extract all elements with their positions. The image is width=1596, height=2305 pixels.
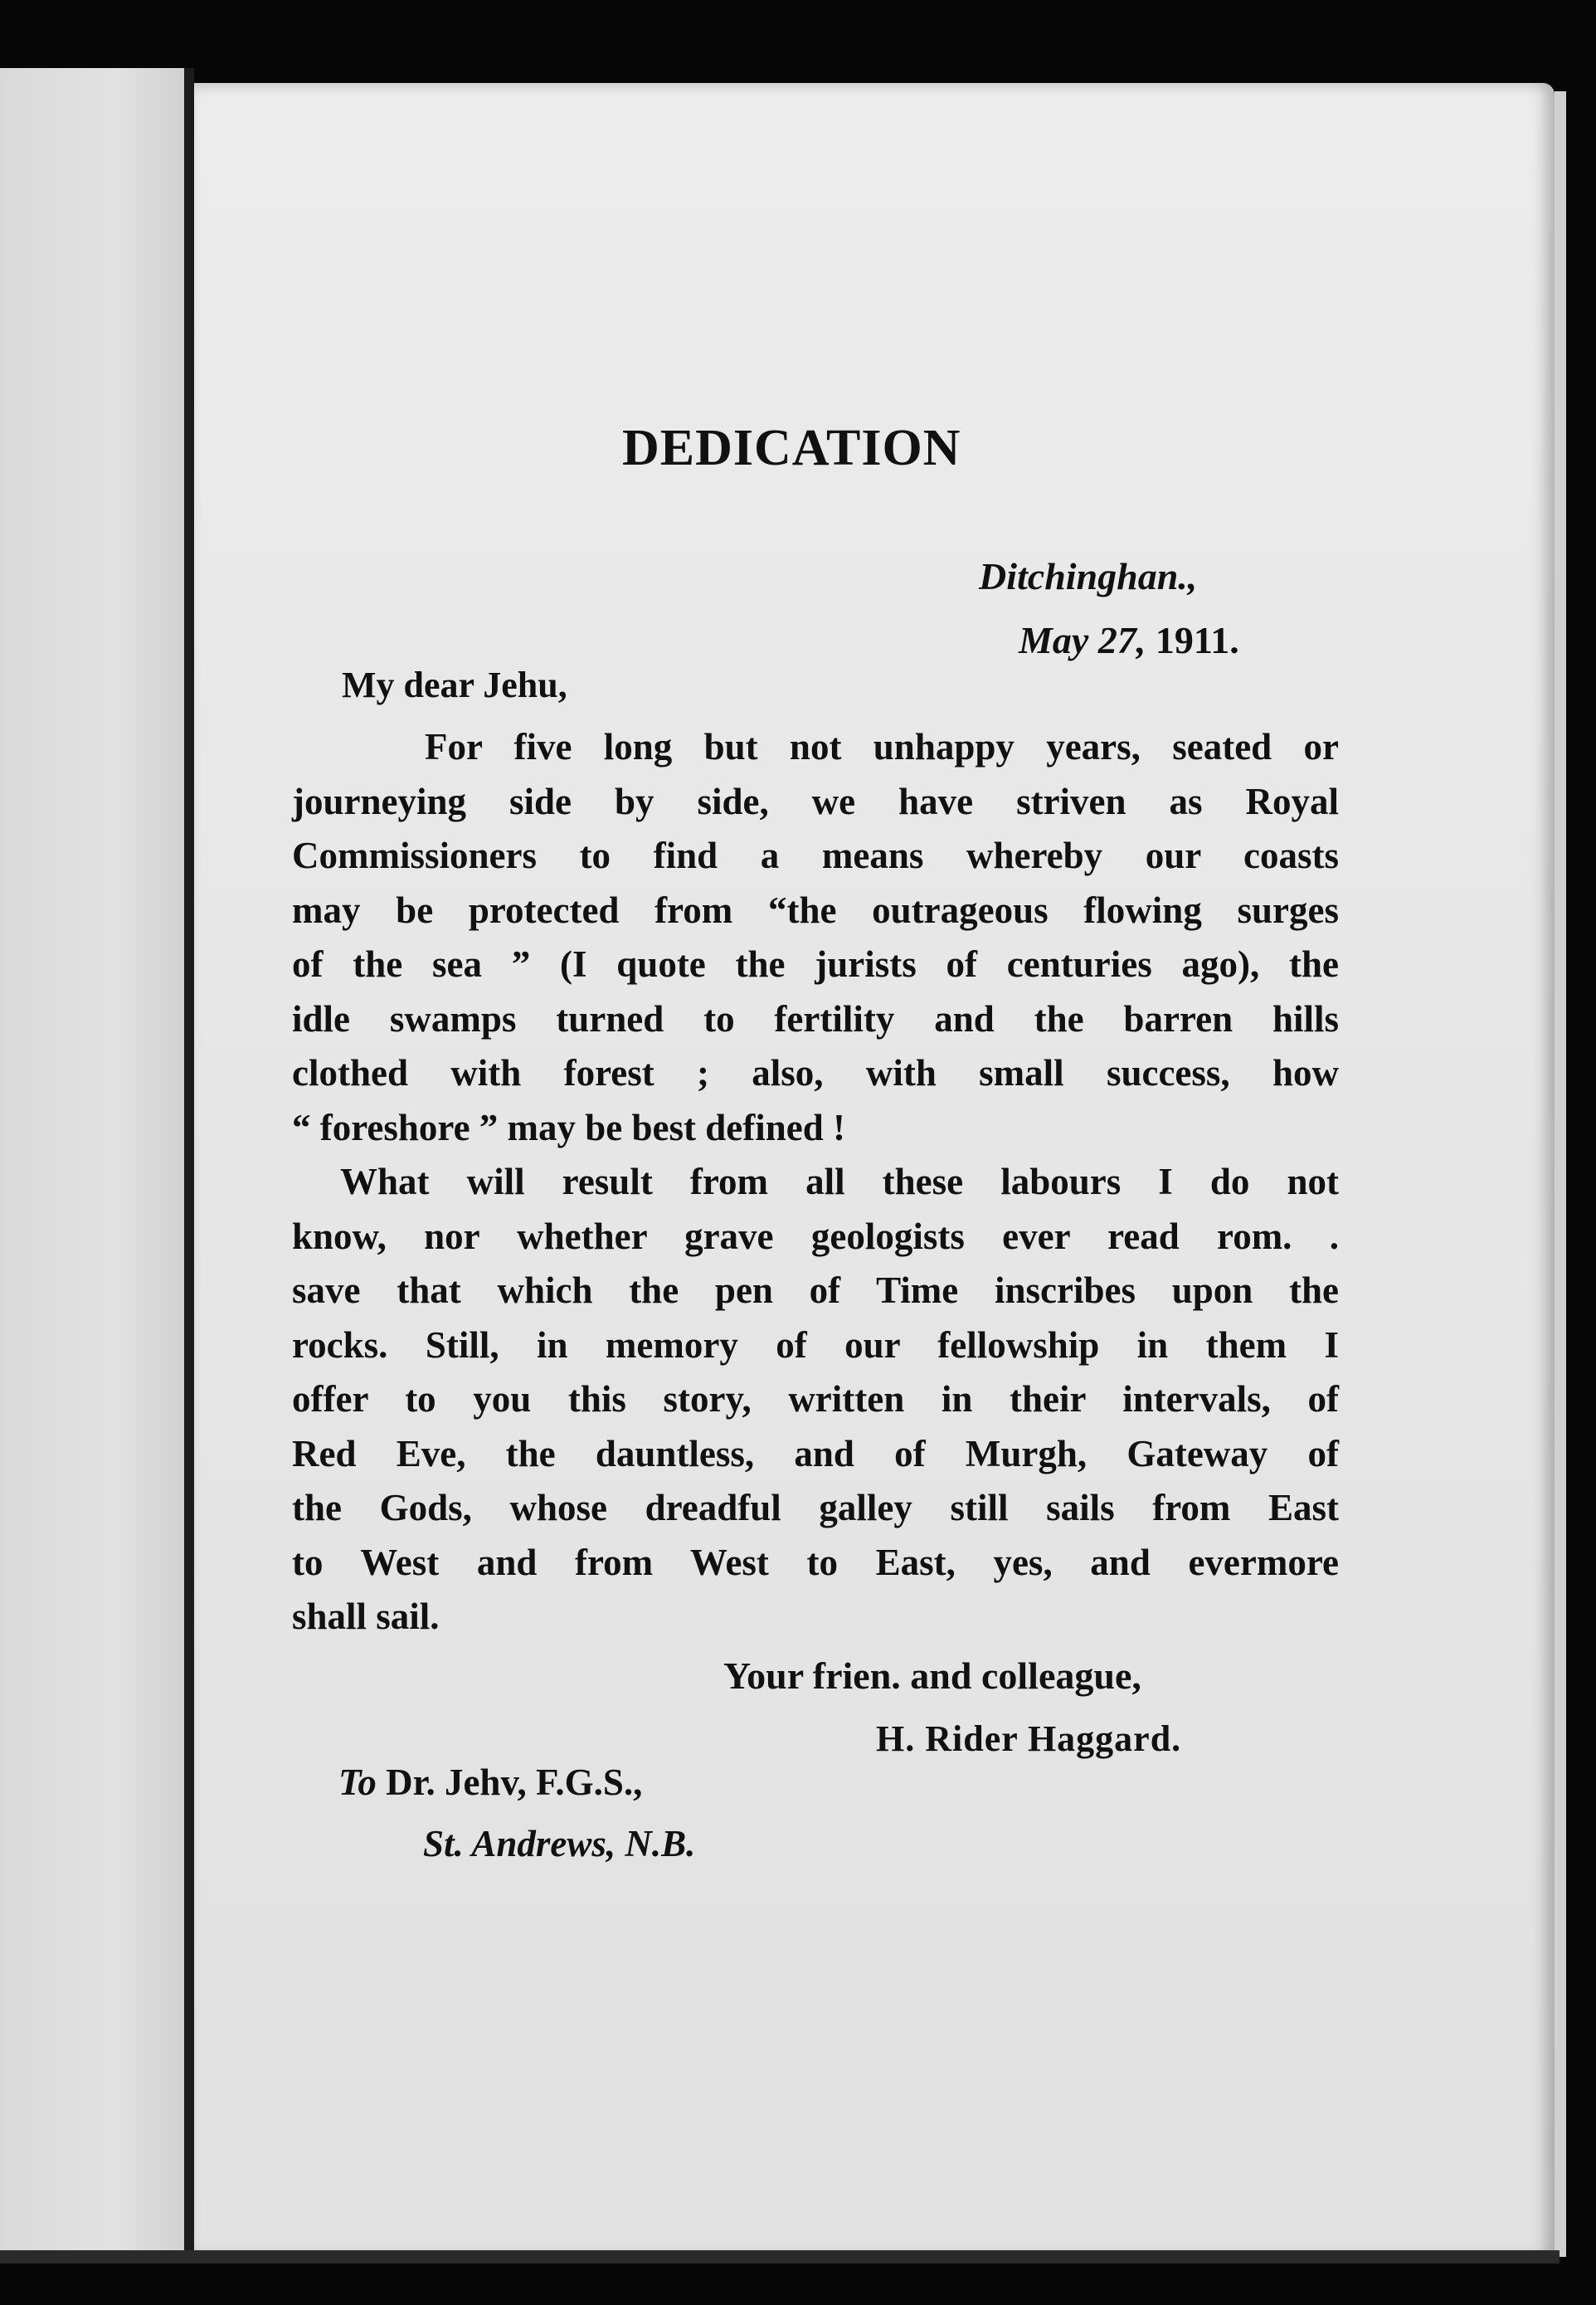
body-line: For five long but not unhappy years, seated or (425, 726, 1339, 768)
body-line: clothed with forest ; also, with small success, how (292, 1052, 1339, 1094)
body-line: to West and from West to East, yes, and evermore (292, 1541, 1339, 1583)
body-line: Commissioners to find a means whereby our coasts (292, 835, 1339, 876)
body-line: journeying side by side, we have striven as Royal (292, 780, 1339, 822)
addressee-location: St. Andrews, N.B. (423, 1823, 696, 1864)
dateline-place: Ditchinghan., (979, 555, 1198, 597)
body-line: may be protected from “the outrageous flowing surges (292, 889, 1339, 931)
body-line: rocks. Still, in memory of our fellowship in them I (292, 1323, 1339, 1366)
salutation: My dear Jehu, (342, 665, 567, 705)
body-line: What will result from all these labours I do not (340, 1161, 1339, 1202)
page-title: DEDICATION (622, 420, 961, 476)
body-line: know, nor whether grave geologists ever read rom. . (292, 1215, 1339, 1257)
body-line: shall sail. (292, 1596, 440, 1637)
dateline-year: 1911. (1155, 619, 1239, 661)
dedication-body (292, 720, 1339, 1645)
addressee-to: To (338, 1762, 377, 1803)
dateline-month-day: May 27, (1019, 619, 1146, 661)
page-fore-edge (1555, 91, 1566, 2257)
closing-line: Your frien. and colleague, (723, 1654, 1141, 1697)
page-bottom-edge (0, 2250, 1560, 2264)
left-page-edge (0, 68, 192, 2259)
body-line: the Gods, whose dreadful galley still sails from East (292, 1487, 1339, 1528)
body-line: of the sea ” (I quote the jurists of centuries ago), the (292, 943, 1339, 985)
author-signature: H. Rider Haggard. (876, 1718, 1182, 1759)
addressee-name: Dr. Jehv, F.G.S., (386, 1762, 643, 1803)
book-gutter (184, 68, 194, 2259)
body-line: Red Eve, the dauntless, and of Murgh, Gateway of (292, 1432, 1339, 1474)
body-line: idle swamps turned to fertility and the barren hills (292, 997, 1339, 1040)
addressee (338, 1761, 642, 1804)
body-line: save that which the pen of Time inscribes upon the (292, 1269, 1339, 1311)
body-line: “ foreshore ” may be best defined ! (292, 1106, 846, 1148)
dateline-date (1019, 618, 1239, 662)
body-line: offer to you this story, written in their intervals, of (292, 1378, 1339, 1420)
